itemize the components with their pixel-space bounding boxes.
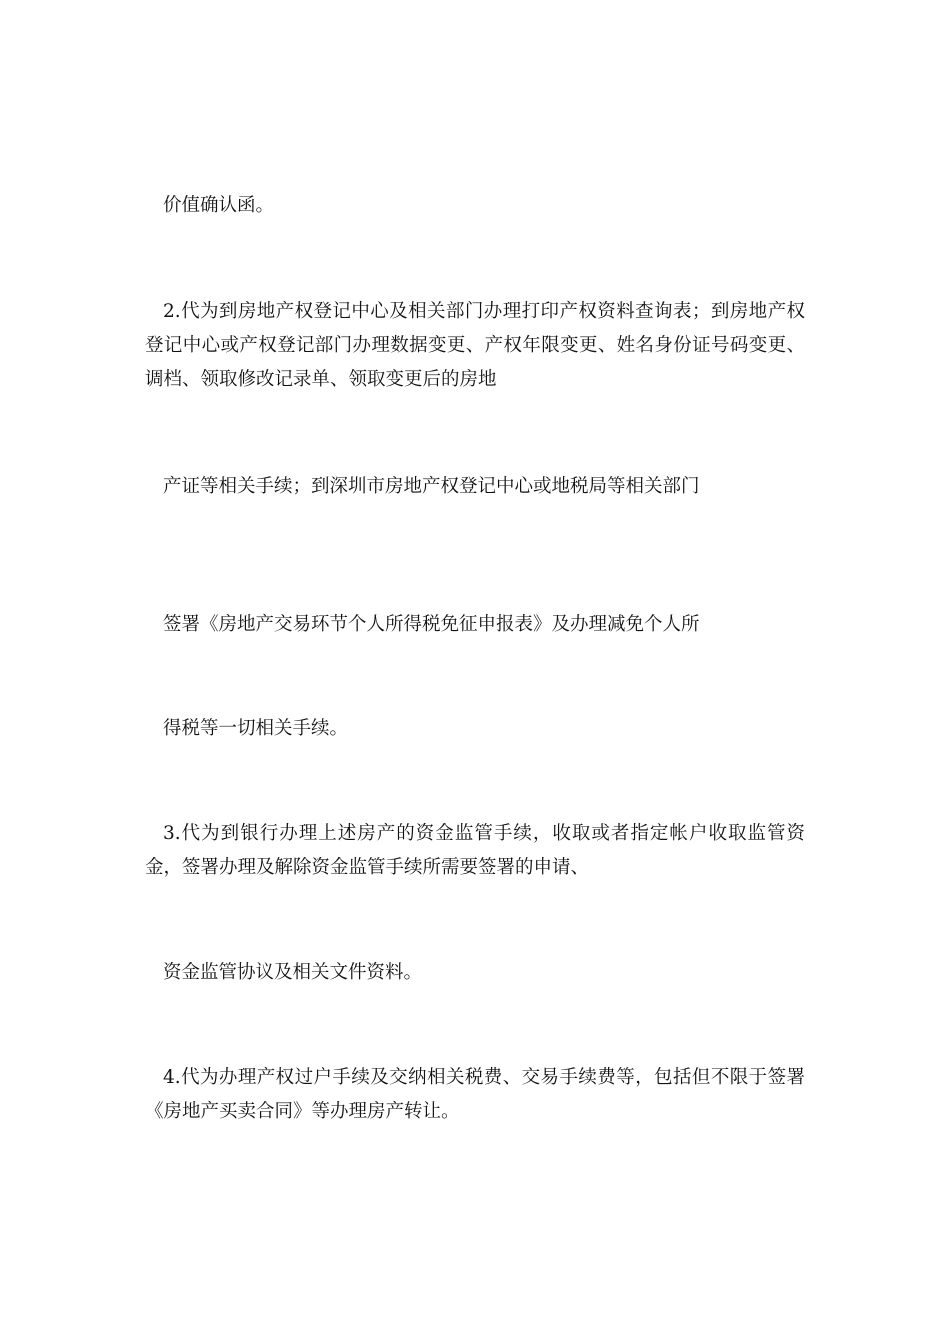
- paragraph-tax-procedures: 得税等一切相关手续。: [163, 718, 349, 739]
- paragraph-value-confirmation: 价值确认函。: [163, 195, 275, 216]
- paragraph-item-3: 3.代为到银行办理上述房产的资金监管手续，收取或者指定帐户收取监管资金，签署办理及解除资金监管手续所需要签署的申请、: [145, 823, 805, 878]
- paragraph-tax-declaration: 签署《房地产交易环节个人所得税免征申报表》及办理减免个人所: [163, 614, 700, 635]
- paragraph-item-4: 4.代为办理产权过户手续及交纳相关税费、交易手续费等，包括但不限于签署《房地产买卖合同》等办理房产转让。: [145, 1067, 805, 1122]
- paragraph-item-2-continued: 产证等相关手续；到深圳市房地产权登记中心或地税局等相关部门: [163, 476, 700, 497]
- paragraph-item-2: 2.代为到房地产权登记中心及相关部门办理打印产权资料查询表；到房地产权登记中心或产权登记部门办理数据变更、产权年限变更、姓名身份证号码变更、调档、领取修改记录单、领取变更后的房地: [145, 301, 805, 390]
- paragraph-item-3-continued: 资金监管协议及相关文件资料。: [163, 962, 423, 983]
